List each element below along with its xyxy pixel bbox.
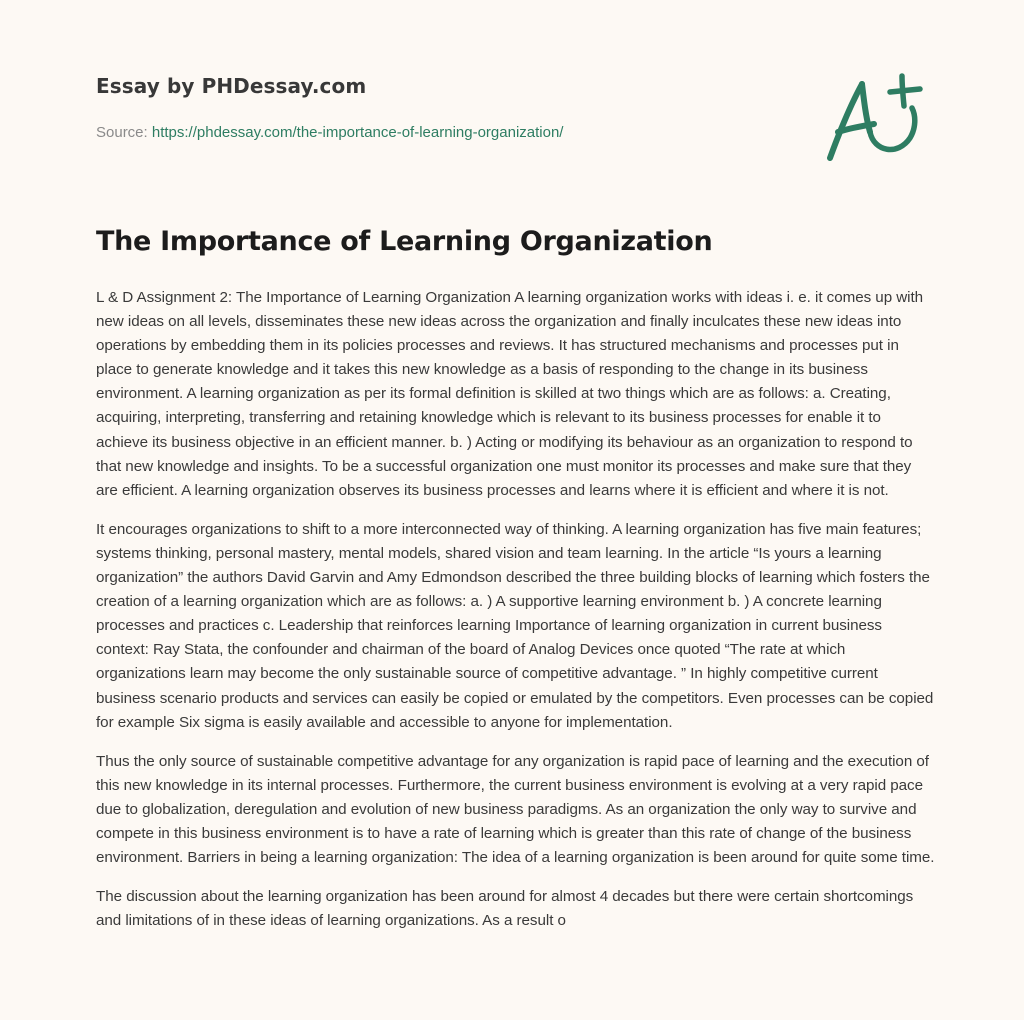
source-line bbox=[96, 124, 796, 141]
paragraph: The discussion about the learning organization has been around for almost 4 decades but there were certain shortcomings and limitations of in these ideas of learning organizations. As a result o bbox=[96, 888, 914, 930]
a-plus-grade-icon bbox=[818, 66, 934, 166]
brand-title: Essay by PHDessay.com bbox=[96, 74, 367, 98]
article-title: The Importance of Learning Organization bbox=[96, 226, 713, 257]
source-link[interactable]: https://phdessay.com/the-importance-of-learning-organization/ bbox=[151, 124, 564, 141]
paragraph: It encourages organizations to shift to a more interconnected way of thinking. A learning organization has five main features; systems thinking, personal mastery, mental models, shared vision and team learning. In the article “Is yours a learning organization” the authors David Garvin and Amy Edmondson described the three building blocks of learning which fosters the creation of a learning organization which are as follows: a. ) A supportive learning environment b. ) A concrete learning processes and practices c. Leadership that reinforces learning Importance of learning organization in current business context: Ray Stata, the confounder and chairman of the board of Analog Devices once quoted “The rate at which organizations learn may become the only sustainable source of competitive advantage. ” In highly competitive current business scenario products and services can easily be copied or emulated by the competitors. Even processes can be copied for example Six sigma is easily available and accessible to anyone for implementation. bbox=[96, 520, 934, 731]
paragraph: L & D Assignment 2: The Importance of Learning Organization A learning organization works with ideas i. e. it comes up with new ideas on all levels, disseminates these new ideas across the organization and finally inculcates these new ideas into operations by embedding them in its policies processes and reviews. It has structured mechanisms and processes put in place to generate knowledge and it takes this new knowledge as a basis of responding to the change in its business environment. A learning organization as per its formal definition is skilled at two things which are as follows: a. Creating, acquiring, interpreting, transferring and retaining knowledge which is relevant to its business processes for enable it to achieve its business objective in an efficient manner. b. ) Acting or modifying its behaviour as an organization to respond to that new knowledge and insights. To be a successful organization one must monitor its processes and make sure that they are efficient. A learning organization observes its business processes and learns where it is efficient and where it is not. bbox=[96, 289, 924, 499]
page-header bbox=[96, 74, 796, 141]
article-body bbox=[96, 286, 936, 948]
source-label: Source: bbox=[96, 124, 152, 141]
paragraph: Thus the only source of sustainable competitive advantage for any organization is rapid pace of learning and the execution of this new knowledge in its internal processes. Furthermore, the current business environment is evolving at a very rapid pace due to globalization, deregulation and evolution of new business paradigms. As an organization the only way to survive and compete in this business environment is to have a rate of learning which is greater than this rate of change of the business environment. Barriers in being a learning organization: The idea of a learning organization is been around for quite some time. bbox=[96, 752, 935, 867]
